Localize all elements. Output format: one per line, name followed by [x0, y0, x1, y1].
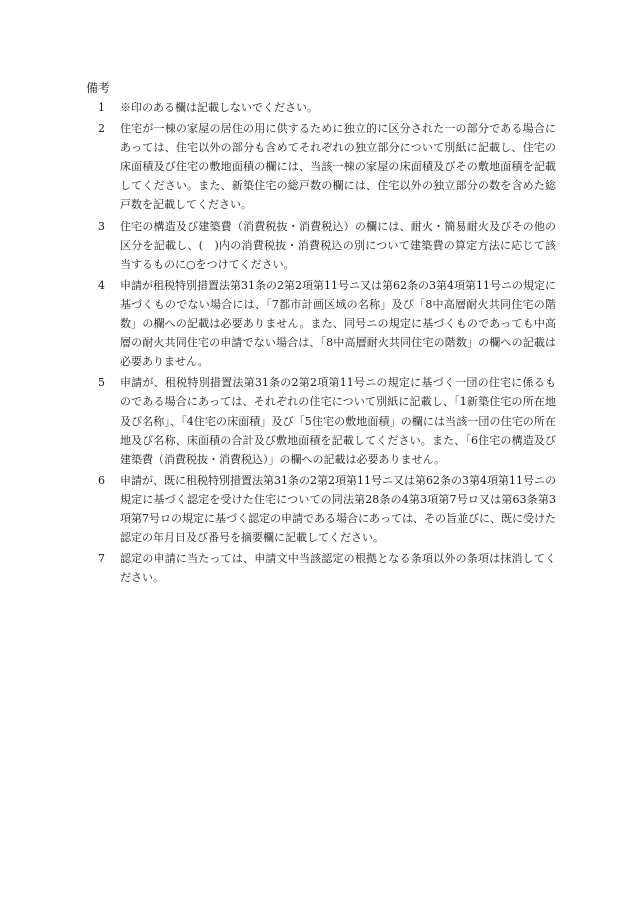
note-item: [98, 549, 556, 587]
note-text: 住宅が一棟の家屋の居住の用に供するために独立的に区分された一の部分である場合にあっては、住宅以外の部分も含めてそれぞれの独立部分について別紙に記載し、住宅の床面積及び住宅の敷地面積の欄には、当該一棟の家屋の床面積及びその敷地面積を記載してください。また、新築住宅の総戸数の欄には、住宅以外の独立部分の数を含めた総戸数を記載してください。: [120, 122, 556, 212]
note-item: [98, 217, 556, 274]
note-item: [98, 276, 556, 371]
note-text: 認定の申請に当たっては、申請文中当該認定の根拠となる条項以外の条項は抹消してください。: [120, 552, 556, 585]
note-item: [98, 119, 556, 214]
note-number: 2: [98, 122, 105, 136]
note-text: 申請が、既に租税特別措置法第31条の2第2項第11号ニ又は第62条の3第4項第11号ニの規定に基づく認定を受けた住宅についての同法第28条の4第3項第7号ロ又は第63条第3項第7号ロの規定に基づく認定の申請である場合にあっては、その旨並びに、既に受けた認定の年月日及び番号を摘要欄に記載してください。: [120, 473, 556, 545]
note-item: [98, 98, 556, 117]
note-text: 住宅の構造及び建築費（消費税抜・消費税込）の欄には、耐火・簡易耐火及びその他の区分を記載し、( )内の消費税抜・消費税込の別について建築費の算定方法に応じて該当するものに○をつけてください。: [120, 219, 556, 271]
note-number: 7: [98, 552, 105, 566]
note-number: 4: [98, 278, 105, 292]
note-item: [98, 471, 556, 547]
note-number: 3: [98, 219, 105, 233]
note-text: 申請が、租税特別措置法第31条の2第2項第11号ニの規定に基づく一団の住宅に係るものである場合にあっては、それぞれの住宅について別紙に記載し、「1新築住宅の所在地及び名称」、「4住宅の床面積」及び「5住宅の敷地面積」の欄には当該一団の住宅の所在地及び名称、床面積の合計及び敷地面積を記載してください。また、「6住宅の構造及び建築費（消費税抜・消費税込）」の欄への記載は必要ありません。: [120, 376, 556, 466]
note-number: 6: [98, 473, 105, 487]
note-text: 申請が租税特別措置法第31条の2第2項第11号ニ又は第62条の3第4項第11号ニの規定に基づくものでない場合には、「7都市計画区域の名称」及び「8中高層耐火共同住宅の階数」の欄への記載は必要ありません。また、同号ニの規定に基づくものであっても中高層の耐火共同住宅の申請でない場合は、「8中高層耐火共同住宅の階数」の欄への記載は必要ありません。: [120, 278, 556, 369]
notes-list: [98, 98, 556, 589]
note-item: [98, 373, 556, 468]
note-text: ※印のある欄は記載しないでください。: [120, 101, 318, 114]
note-number: 5: [98, 376, 105, 390]
notes-heading: 備考: [86, 81, 111, 95]
note-number: 1: [98, 101, 105, 114]
